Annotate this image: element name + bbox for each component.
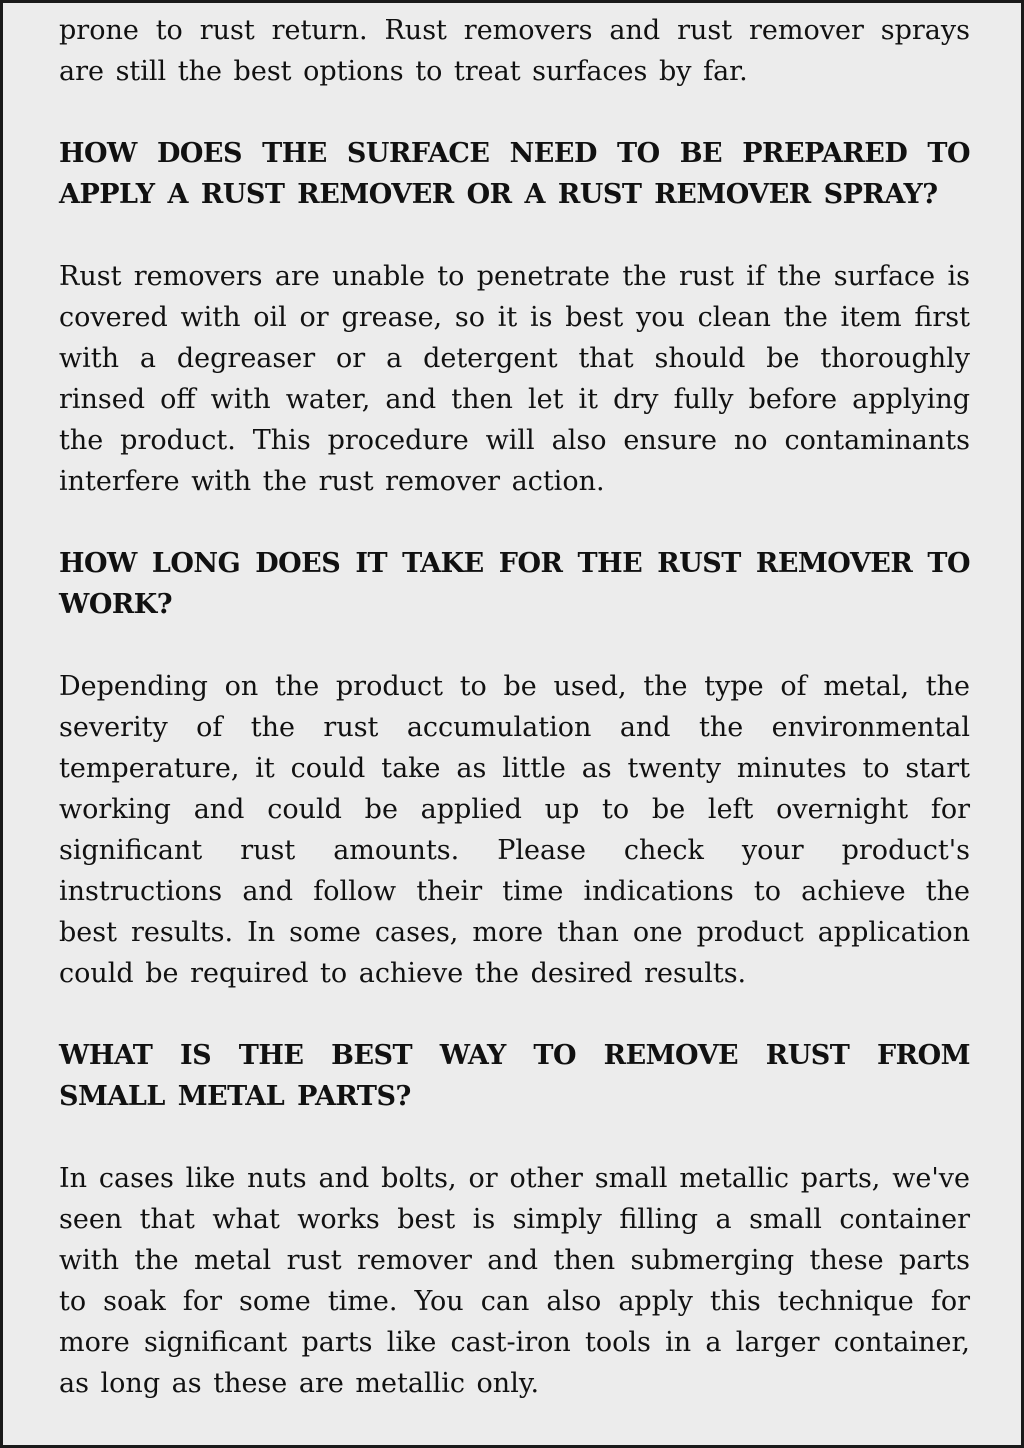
section-heading-surface-preparation: HOW DOES THE SURFACE NEED TO BE PREPARED TO APPLY A RUST REMOVER OR A RUST REMOVER SPRAY? [59, 138, 970, 210]
section-heading-small-parts: WHAT IS THE BEST WAY TO REMOVE RUST FROM SMALL METAL PARTS? [59, 1040, 970, 1112]
section-body-small-parts: In cases like nuts and bolts, or other small metallic parts, we've seen that what works best is simply filling a small container with the metal rust remover and then submerging these parts to soak for some time. You can also apply this technique for more significant parts like cast-iron tools in a larger container, as long as these are metallic only. [59, 1163, 970, 1399]
section-heading-how-long: HOW LONG DOES IT TAKE FOR THE RUST REMOVER TO WORK? [59, 548, 970, 620]
section-body-how-long: Depending on the product to be used, the type of metal, the severity of the rust accumulation and the environmental temperature, it could take as little as twenty minutes to start working and could be applied up to be left overnight for significant rust amounts. Please check your product's instructions and follow their time indications to achieve the best results. In some cases, more than one product application could be required to achieve the desired results. [59, 671, 970, 989]
intro-paragraph: prone to rust return. Rust removers and rust remover sprays are still the best options to treat surfaces by far. [59, 15, 970, 87]
section-body-surface-preparation: Rust removers are unable to penetrate the rust if the surface is covered with oil or grease, so it is best you clean the item first with a degreaser or a detergent that should be thoroughly rinsed off with water, and then let it dry fully before applying the product. This procedure will also ensure no contaminants interfere with the rust remover action. [59, 261, 970, 497]
